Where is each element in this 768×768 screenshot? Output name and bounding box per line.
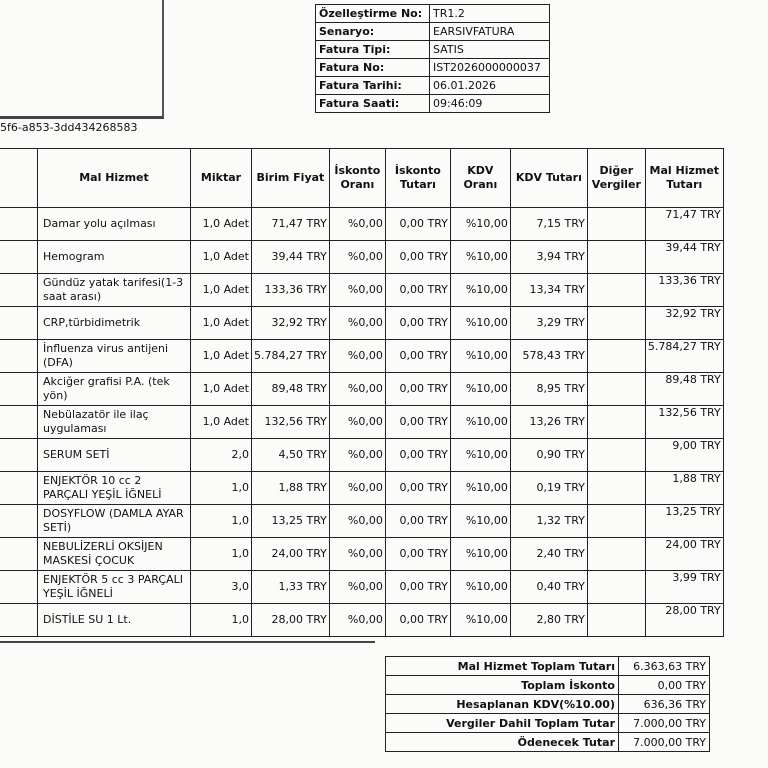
row-vat-amt: 0,40 TRY xyxy=(510,571,587,604)
totals-label: Ödenecek Tutar xyxy=(386,733,619,752)
row-name: SERUM SETİ xyxy=(38,439,191,472)
info-value: SATIS xyxy=(430,41,550,59)
header-mal-hizmet-tutari: Mal Hizmet Tutarı xyxy=(645,149,723,208)
row-index xyxy=(0,340,38,373)
row-name: ENJEKTÖR 10 cc 2 PARÇALI YEŞİL İĞNELİ xyxy=(38,472,191,505)
table-row xyxy=(0,241,723,274)
row-qty: 1,0 xyxy=(191,472,252,505)
row-vat-amt: 13,34 TRY xyxy=(510,274,587,307)
totals-row xyxy=(386,733,710,752)
totals-value: 7.000,00 TRY xyxy=(619,714,710,733)
row-index xyxy=(0,505,38,538)
row-qty: 1,0 Adet xyxy=(191,274,252,307)
row-price: 5.784,27 TRY xyxy=(252,340,330,373)
row-vat-amt: 1,32 TRY xyxy=(510,505,587,538)
row-total: 133,36 TRY xyxy=(645,274,723,307)
row-total: 9,00 TRY xyxy=(645,439,723,472)
row-disc-amt: 0,00 TRY xyxy=(385,439,450,472)
row-price: 1,88 TRY xyxy=(252,472,330,505)
row-other xyxy=(587,439,645,472)
row-disc-rate: %0,00 xyxy=(329,604,385,637)
row-name: NEBULİZERLİ OKSİJEN MASKESİ ÇOCUK xyxy=(38,538,191,571)
row-index xyxy=(0,439,38,472)
row-vat-rate: %10,00 xyxy=(450,241,510,274)
table-row xyxy=(0,406,723,439)
info-label: Senaryo: xyxy=(316,23,430,41)
row-index xyxy=(0,604,38,637)
row-total: 13,25 TRY xyxy=(645,505,723,538)
table-row xyxy=(0,604,723,637)
row-vat-amt: 0,90 TRY xyxy=(510,439,587,472)
totals-row xyxy=(386,714,710,733)
row-disc-amt: 0,00 TRY xyxy=(385,307,450,340)
row-price: 4,50 TRY xyxy=(252,439,330,472)
row-vat-rate: %10,00 xyxy=(450,472,510,505)
row-vat-rate: %10,00 xyxy=(450,373,510,406)
row-price: 24,00 TRY xyxy=(252,538,330,571)
row-qty: 1,0 Adet xyxy=(191,241,252,274)
row-index xyxy=(0,538,38,571)
row-vat-rate: %10,00 xyxy=(450,604,510,637)
row-qty: 2,0 xyxy=(191,439,252,472)
totals-row xyxy=(386,695,710,714)
row-total: 28,00 TRY xyxy=(645,604,723,637)
totals-value: 636,36 TRY xyxy=(619,695,710,714)
row-disc-amt: 0,00 TRY xyxy=(385,208,450,241)
row-qty: 1,0 xyxy=(191,538,252,571)
table-row xyxy=(0,472,723,505)
row-vat-rate: %10,00 xyxy=(450,538,510,571)
row-vat-amt: 7,15 TRY xyxy=(510,208,587,241)
row-qty: 1,0 Adet xyxy=(191,373,252,406)
row-disc-rate: %0,00 xyxy=(329,208,385,241)
row-vat-amt: 3,94 TRY xyxy=(510,241,587,274)
row-qty: 1,0 Adet xyxy=(191,406,252,439)
row-vat-rate: %10,00 xyxy=(450,274,510,307)
table-row xyxy=(0,340,723,373)
invoice-uuid: 5f6-a853-3dd434268583 xyxy=(0,121,138,134)
table-row xyxy=(0,373,723,406)
invoice-info-table xyxy=(315,4,550,113)
row-other xyxy=(587,241,645,274)
table-row xyxy=(0,307,723,340)
row-name: DİSTİLE SU 1 Lt. xyxy=(38,604,191,637)
row-index xyxy=(0,571,38,604)
row-vat-rate: %10,00 xyxy=(450,340,510,373)
totals-value: 6.363,63 TRY xyxy=(619,657,710,676)
table-row xyxy=(0,208,723,241)
info-row xyxy=(316,59,550,77)
recipient-box xyxy=(0,0,164,119)
row-disc-amt: 0,00 TRY xyxy=(385,571,450,604)
table-row xyxy=(0,538,723,571)
row-qty: 3,0 xyxy=(191,571,252,604)
row-vat-rate: %10,00 xyxy=(450,439,510,472)
header-mal-hizmet: Mal Hizmet xyxy=(38,149,191,208)
row-total: 1,88 TRY xyxy=(645,472,723,505)
items-header-row xyxy=(0,149,723,208)
row-disc-rate: %0,00 xyxy=(329,241,385,274)
row-name: Nebülazatör ile ilaç uygulaması xyxy=(38,406,191,439)
row-name: Hemogram xyxy=(38,241,191,274)
info-value: IST2026000000037 xyxy=(430,59,550,77)
row-vat-rate: %10,00 xyxy=(450,208,510,241)
row-vat-rate: %10,00 xyxy=(450,406,510,439)
info-row xyxy=(316,41,550,59)
row-other xyxy=(587,373,645,406)
totals-row xyxy=(386,657,710,676)
info-label: Fatura Tipi: xyxy=(316,41,430,59)
row-disc-rate: %0,00 xyxy=(329,307,385,340)
table-row xyxy=(0,274,723,307)
row-total: 71,47 TRY xyxy=(645,208,723,241)
info-label: Fatura No: xyxy=(316,59,430,77)
row-price: 13,25 TRY xyxy=(252,505,330,538)
row-other xyxy=(587,604,645,637)
row-qty: 1,0 xyxy=(191,604,252,637)
header-index xyxy=(0,149,38,208)
info-value: 09:46:09 xyxy=(430,95,550,113)
row-other xyxy=(587,406,645,439)
row-price: 39,44 TRY xyxy=(252,241,330,274)
row-index xyxy=(0,274,38,307)
row-disc-rate: %0,00 xyxy=(329,340,385,373)
header-miktar: Miktar xyxy=(191,149,252,208)
row-vat-rate: %10,00 xyxy=(450,571,510,604)
row-name: Damar yolu açılması xyxy=(38,208,191,241)
row-vat-amt: 2,80 TRY xyxy=(510,604,587,637)
row-qty: 1,0 Adet xyxy=(191,307,252,340)
row-disc-rate: %0,00 xyxy=(329,274,385,307)
row-disc-amt: 0,00 TRY xyxy=(385,472,450,505)
row-disc-rate: %0,00 xyxy=(329,406,385,439)
row-total: 5.784,27 TRY xyxy=(645,340,723,373)
row-other xyxy=(587,340,645,373)
row-disc-amt: 0,00 TRY xyxy=(385,538,450,571)
row-vat-amt: 0,19 TRY xyxy=(510,472,587,505)
row-vat-rate: %10,00 xyxy=(450,505,510,538)
row-vat-amt: 578,43 TRY xyxy=(510,340,587,373)
row-price: 133,36 TRY xyxy=(252,274,330,307)
row-total: 89,48 TRY xyxy=(645,373,723,406)
row-other xyxy=(587,472,645,505)
table-row xyxy=(0,571,723,604)
row-disc-amt: 0,00 TRY xyxy=(385,241,450,274)
row-disc-rate: %0,00 xyxy=(329,538,385,571)
row-disc-amt: 0,00 TRY xyxy=(385,373,450,406)
totals-value: 0,00 TRY xyxy=(619,676,710,695)
row-name: Akciğer grafisi P.A. (tek yön) xyxy=(38,373,191,406)
row-price: 28,00 TRY xyxy=(252,604,330,637)
header-birim-fiyat: Birim Fiyat xyxy=(252,149,330,208)
row-other xyxy=(587,538,645,571)
row-disc-rate: %0,00 xyxy=(329,571,385,604)
row-total: 32,92 TRY xyxy=(645,307,723,340)
row-vat-amt: 3,29 TRY xyxy=(510,307,587,340)
header-kdv-tutari: KDV Tutarı xyxy=(510,149,587,208)
info-label: Özelleştirme No: xyxy=(316,5,430,23)
info-row xyxy=(316,23,550,41)
header-kdv-orani: KDV Oranı xyxy=(450,149,510,208)
row-index xyxy=(0,406,38,439)
row-other xyxy=(587,571,645,604)
row-total: 24,00 TRY xyxy=(645,538,723,571)
row-vat-amt: 8,95 TRY xyxy=(510,373,587,406)
items-body xyxy=(0,208,723,637)
row-total: 3,99 TRY xyxy=(645,571,723,604)
row-name: DOSYFLOW (DAMLA AYAR SETİ) xyxy=(38,505,191,538)
row-qty: 1,0 Adet xyxy=(191,340,252,373)
info-value: EARSIVFATURA xyxy=(430,23,550,41)
row-index xyxy=(0,241,38,274)
info-row xyxy=(316,5,550,23)
row-disc-amt: 0,00 TRY xyxy=(385,340,450,373)
row-index xyxy=(0,208,38,241)
row-other xyxy=(587,274,645,307)
info-label: Fatura Saati: xyxy=(316,95,430,113)
row-disc-rate: %0,00 xyxy=(329,439,385,472)
totals-label: Mal Hizmet Toplam Tutarı xyxy=(386,657,619,676)
row-index xyxy=(0,472,38,505)
row-other xyxy=(587,208,645,241)
totals-label: Toplam İskonto xyxy=(386,676,619,695)
totals-row xyxy=(386,676,710,695)
row-disc-amt: 0,00 TRY xyxy=(385,604,450,637)
info-row xyxy=(316,77,550,95)
row-vat-amt: 13,26 TRY xyxy=(510,406,587,439)
row-name: ENJEKTÖR 5 cc 3 PARÇALI YEŞİL İĞNELİ xyxy=(38,571,191,604)
totals-label: Hesaplanan KDV(%10.00) xyxy=(386,695,619,714)
row-disc-amt: 0,00 TRY xyxy=(385,274,450,307)
info-value: 06.01.2026 xyxy=(430,77,550,95)
row-total: 39,44 TRY xyxy=(645,241,723,274)
row-price: 1,33 TRY xyxy=(252,571,330,604)
table-row xyxy=(0,505,723,538)
row-name: CRP,türbidimetrik xyxy=(38,307,191,340)
row-index xyxy=(0,307,38,340)
row-disc-rate: %0,00 xyxy=(329,373,385,406)
totals-table xyxy=(385,656,710,752)
row-disc-amt: 0,00 TRY xyxy=(385,505,450,538)
totals-label: Vergiler Dahil Toplam Tutar xyxy=(386,714,619,733)
row-disc-amt: 0,00 TRY xyxy=(385,406,450,439)
row-disc-rate: %0,00 xyxy=(329,505,385,538)
table-row xyxy=(0,439,723,472)
row-disc-rate: %0,00 xyxy=(329,472,385,505)
row-vat-amt: 2,40 TRY xyxy=(510,538,587,571)
row-name: Gündüz yatak tarifesi(1-3 saat arası) xyxy=(38,274,191,307)
row-other xyxy=(587,505,645,538)
header-diger-vergiler: Diğer Vergiler xyxy=(587,149,645,208)
row-price: 71,47 TRY xyxy=(252,208,330,241)
items-table xyxy=(0,148,724,637)
row-qty: 1,0 xyxy=(191,505,252,538)
info-row xyxy=(316,95,550,113)
row-other xyxy=(587,307,645,340)
info-label: Fatura Tarihi: xyxy=(316,77,430,95)
row-index xyxy=(0,373,38,406)
row-price: 89,48 TRY xyxy=(252,373,330,406)
header-iskonto-tutari: İskonto Tutarı xyxy=(385,149,450,208)
header-iskonto-orani: İskonto Oranı xyxy=(329,149,385,208)
divider xyxy=(0,641,375,643)
row-total: 132,56 TRY xyxy=(645,406,723,439)
row-price: 132,56 TRY xyxy=(252,406,330,439)
row-price: 32,92 TRY xyxy=(252,307,330,340)
row-vat-rate: %10,00 xyxy=(450,307,510,340)
info-value: TR1.2 xyxy=(430,5,550,23)
totals-value: 7.000,00 TRY xyxy=(619,733,710,752)
row-name: İnfluenza virus antijeni (DFA) xyxy=(38,340,191,373)
row-qty: 1,0 Adet xyxy=(191,208,252,241)
